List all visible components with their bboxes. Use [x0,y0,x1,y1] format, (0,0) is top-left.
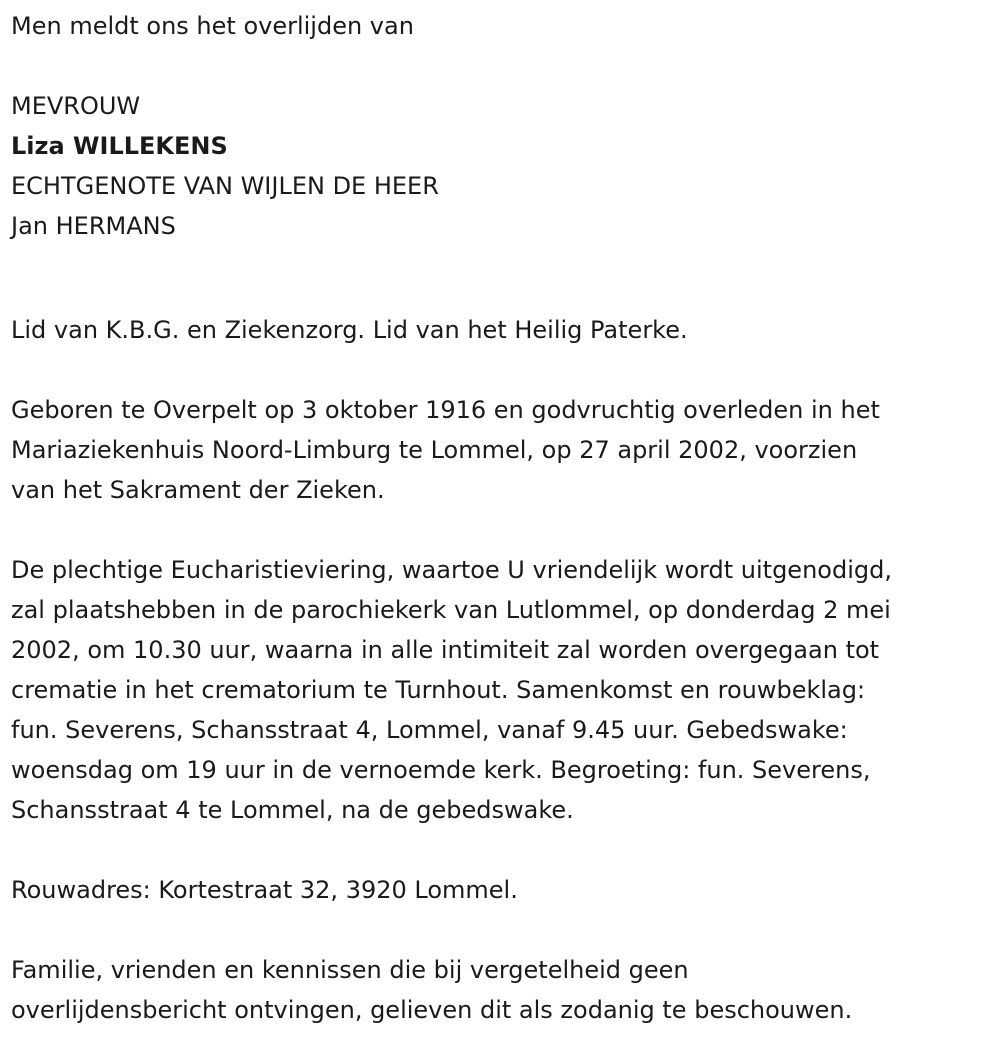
family-note-line: Familie, vrienden en kennissen die bij vergetelheid geen [11,956,689,984]
membership-text: Lid van K.B.G. en Ziekenzorg. Lid van het Heilig Paterke. [11,316,688,344]
family-note-paragraph [11,950,996,1030]
ceremony-line: Schansstraat 4 te Lommel, na de gebedswake. [11,796,574,824]
birth-death-line: van het Sakrament der Zieken. [11,476,385,504]
birth-death-paragraph [11,390,996,510]
birth-death-line: Geboren te Overpelt op 3 oktober 1916 en godvruchtig overleden in het [11,396,880,424]
title-text: MEVROUW [11,92,141,120]
ceremony-paragraph [11,550,996,830]
name-block [11,86,439,246]
intro-text: Men meldt ons het overlijden van [11,12,414,40]
address-text: Rouwadres: Kortestraat 32, 3920 Lommel. [11,876,518,904]
deceased-name: Liza WILLEKENS [11,132,228,160]
ceremony-line: 2002, om 10.30 uur, waarna in alle intimiteit zal worden overgegaan tot [11,636,880,664]
birth-death-line: Mariaziekenhuis Noord-Limburg te Lommel, op 27 april 2002, voorzien [11,436,858,464]
family-note-line: overlijdensbericht ontvingen, gelieven dit als zodanig te beschouwen. [11,996,853,1024]
spouse-name: Jan HERMANS [11,212,176,240]
ceremony-line: zal plaatshebben in de parochiekerk van Lutlommel, op donderdag 2 mei [11,596,891,624]
relation-text: ECHTGENOTE VAN WIJLEN DE HEER [11,172,439,200]
ceremony-line: woensdag om 19 uur in de vernoemde kerk. Begroeting: fun. Severens, [11,756,871,784]
ceremony-line: fun. Severens, Schansstraat 4, Lommel, vanaf 9.45 uur. Gebedswake: [11,716,848,744]
ceremony-line: De plechtige Eucharistieviering, waartoe U vriendelijk wordt uitgenodigd, [11,556,892,584]
ceremony-line: crematie in het crematorium te Turnhout. Samenkomst en rouwbeklag: [11,676,866,704]
